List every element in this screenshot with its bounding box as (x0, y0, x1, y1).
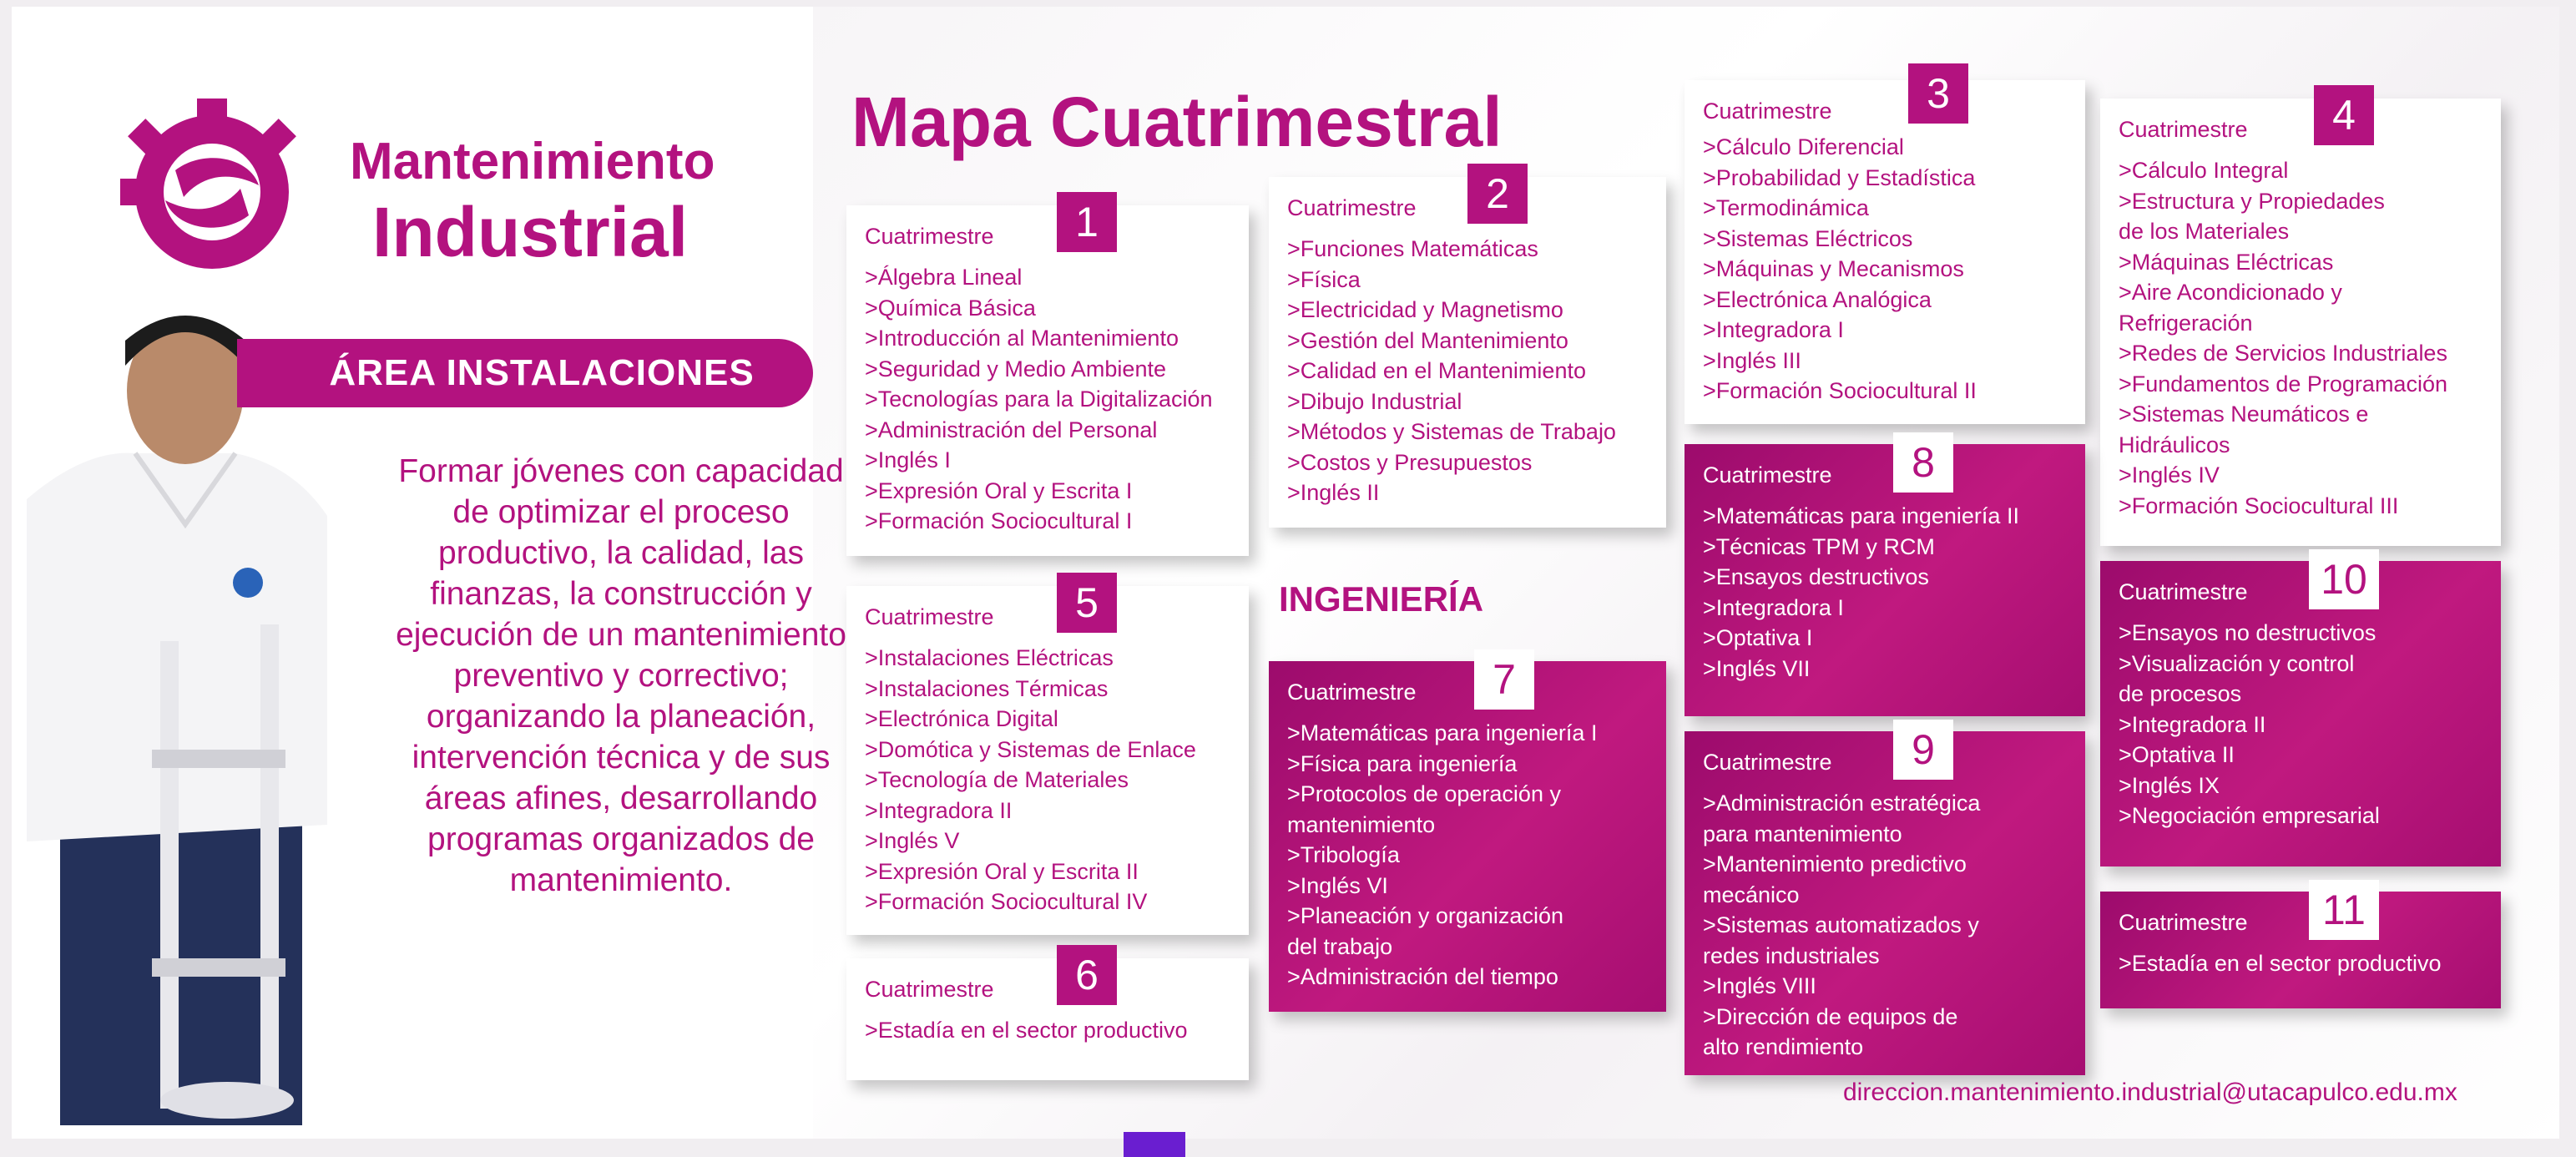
term-number-badge: 6 (1057, 945, 1117, 1005)
term-label: Cuatrimestre (1287, 195, 1417, 220)
term-card-8 (1685, 439, 2085, 716)
brand-title-line1: Mantenimiento (350, 133, 715, 190)
term-label: Cuatrimestre (865, 224, 994, 249)
subject-item: >Matemáticas para ingeniería II (1703, 503, 2019, 528)
subject-item: >Máquinas y Mecanismos (1703, 256, 1964, 281)
subject-list (2119, 618, 2380, 831)
subject-item: >Formación Sociocultural III (2119, 493, 2399, 518)
term-card-11 (2100, 887, 2501, 1008)
subject-list (865, 262, 1213, 537)
subject-item: >Inglés IV (2119, 462, 2220, 488)
subject-item: >Electricidad y Magnetismo (1287, 297, 1563, 322)
term-label: Cuatrimestre (865, 604, 994, 629)
subject-item: >Protocolos de operación y mantenimiento (1287, 781, 1561, 837)
term-card-1 (846, 199, 1249, 556)
term-number-badge: 3 (1908, 63, 1968, 124)
person-photo (27, 307, 344, 1125)
subject-item: >Administración del Personal (865, 417, 1158, 442)
subject-item: >Inglés VIII (1703, 973, 1816, 998)
term-number-badge: 8 (1893, 432, 1953, 493)
subject-item: >Estructura y Propiedades de los Materiales (2119, 188, 2385, 244)
subject-list (1703, 788, 1980, 1063)
term-label: Cuatrimestre (1703, 750, 1832, 775)
subject-item: >Química Básica (865, 295, 1036, 321)
term-number-badge: 5 (1057, 573, 1117, 633)
subject-item: >Calidad en el Mantenimiento (1287, 358, 1586, 383)
term-card-5 (846, 579, 1249, 935)
gear-logo-icon (104, 99, 354, 282)
subject-item: >Ensayos no destructivos (2119, 620, 2376, 645)
subject-item: >Sistemas automatizados y redes industriales (1703, 912, 1979, 968)
subject-item: >Métodos y Sistemas de Trabajo (1287, 419, 1616, 444)
subject-item: >Integradora I (1703, 594, 1844, 620)
subject-item: >Inglés III (1703, 347, 1801, 373)
term-card-6 (846, 952, 1249, 1080)
term-label: Cuatrimestre (2119, 117, 2248, 142)
svg-text:ut: ut (197, 180, 221, 208)
subject-item: >Inglés VI (1287, 872, 1388, 898)
subject-item: >Matemáticas para ingeniería I (1287, 720, 1598, 745)
subject-item: >Tecnologías para la Digitalización (865, 387, 1213, 412)
subject-item: >Integradora I (1703, 317, 1844, 342)
term-card-9 (1685, 726, 2085, 1075)
subject-item: >Funciones Matemáticas (1287, 236, 1538, 261)
subject-item: >Planeación y organización del trabajo (1287, 903, 1563, 959)
subject-list (1287, 234, 1616, 508)
subject-item: >Formación Sociocultural I (865, 508, 1133, 533)
term-number-badge: 2 (1467, 164, 1528, 224)
subject-item: >Tecnología de Materiales (865, 767, 1129, 792)
subject-item: >Estadía en el sector productivo (2119, 951, 2442, 976)
subject-list (865, 1015, 1187, 1046)
subject-item: >Álgebra Lineal (865, 265, 1023, 290)
subject-item: >Instalaciones Eléctricas (865, 645, 1114, 670)
term-number-badge: 7 (1474, 649, 1534, 710)
term-label: Cuatrimestre (1703, 462, 1832, 488)
map-title: Mapa Cuatrimestral (851, 83, 1503, 161)
subject-item: >Optativa II (2119, 742, 2235, 767)
subject-item: >Formación Sociocultural II (1703, 378, 1977, 403)
subject-item: >Electrónica Analógica (1703, 286, 1932, 312)
subject-item: >Dirección de equipos de alto rendimiento (1703, 1003, 1958, 1059)
subject-list (2119, 155, 2447, 521)
subject-item: >Sistemas Eléctricos (1703, 225, 1913, 251)
subject-item: >Introducción al Mantenimiento (865, 326, 1179, 351)
subject-item: >Cálculo Diferencial (1703, 134, 1904, 159)
subject-item: >Probabilidad y Estadística (1703, 164, 1976, 190)
subject-item: >Estadía en el sector productivo (865, 1018, 1188, 1043)
subject-item: >Instalaciones Térmicas (865, 675, 1109, 701)
subject-item: >Fundamentos de Programación (2119, 371, 2447, 397)
term-number-badge: 11 (2309, 880, 2379, 940)
subject-list (2119, 948, 2441, 979)
term-label: Cuatrimestre (865, 977, 994, 1002)
subject-item: >Física (1287, 266, 1361, 292)
subject-item: >Negociación empresarial (2119, 803, 2380, 828)
subject-item: >Aire Acondicionado y Refrigeración (2119, 280, 2342, 336)
subject-item: >Técnicas TPM y RCM (1703, 533, 1935, 559)
brand-title-line2: Industrial (372, 193, 689, 271)
subject-item: >Física para ingeniería (1287, 750, 1518, 776)
term-card-3 (1685, 70, 2085, 424)
term-card-7 (1269, 656, 1666, 1012)
term-label: Cuatrimestre (2119, 579, 2248, 604)
poster (12, 7, 2559, 1139)
subject-item: >Visualización y control de procesos (2119, 650, 2355, 706)
subject-item: >Cálculo Integral (2119, 158, 2289, 183)
subject-item: >Administración estratégica para mantenimiento (1703, 791, 1981, 846)
subject-item: >Inglés IX (2119, 772, 2220, 798)
subject-item: >Gestión del Mantenimiento (1287, 327, 1568, 353)
area-label-banner (237, 339, 813, 407)
term-number-badge: 10 (2309, 549, 2379, 609)
subject-item: >Optativa I (1703, 625, 1813, 650)
term-number-badge: 9 (1893, 720, 1953, 780)
subject-item: >Tribología (1287, 842, 1400, 867)
mission-statement: Formar jóvenes con capacidad de optimizar el proceso productivo, la calidad, las finanzas, la construcción y ejecución de un mantenimiento preventivo y correctivo; organizando la planeación, intervención técnica y de sus áreas afines, desarrollando programas organizados de mantenimiento. (396, 453, 846, 898)
contact-email: direccion.mantenimiento.industrial@utacapulco.edu.mx (1843, 1079, 2457, 1106)
engineering-label: INGENIERÍA (1279, 579, 1484, 619)
subject-item: >Electrónica Digital (865, 706, 1058, 731)
subject-item: >Inglés I (865, 447, 951, 472)
subject-item: >Expresión Oral y Escrita II (865, 858, 1139, 884)
subject-item: >Formación Sociocultural IV (865, 889, 1148, 914)
term-number-badge: 4 (2314, 85, 2374, 145)
subject-item: >Máquinas Eléctricas (2119, 249, 2334, 275)
area-label-text: ÁREA INSTALACIONES (329, 352, 755, 393)
term-card-4 (2100, 92, 2501, 546)
subject-item: >Seguridad y Medio Ambiente (865, 356, 1166, 381)
subject-item: >Sistemas Neumáticos e Hidráulicos (2119, 402, 2369, 457)
subject-item: >Integradora II (865, 797, 1013, 823)
subject-list (865, 643, 1196, 917)
term-number-badge: 1 (1057, 192, 1117, 252)
subject-item: >Mantenimiento predictivo mecánico (1703, 851, 1967, 907)
term-card-2 (1269, 170, 1666, 528)
subject-item: >Inglés V (865, 828, 960, 853)
subject-item: >Redes de Servicios Industriales (2119, 341, 2447, 366)
term-label: Cuatrimestre (1703, 99, 1832, 124)
term-card-10 (2100, 556, 2501, 866)
subject-list (1703, 501, 2019, 684)
subject-item: >Costos y Presupuestos (1287, 449, 1533, 475)
subject-item: >Dibujo Industrial (1287, 388, 1462, 414)
subject-item: >Administración del tiempo (1287, 964, 1558, 989)
subject-item: >Termodinámica (1703, 195, 1869, 220)
subject-item: >Expresión Oral y Escrita I (865, 477, 1133, 503)
subject-item: >Domótica y Sistemas de Enlace (865, 736, 1196, 762)
bottom-tab-marker (1124, 1132, 1185, 1157)
subject-item: >Integradora II (2119, 711, 2266, 737)
subject-item: >Inglés II (1287, 480, 1380, 505)
term-label: Cuatrimestre (2119, 910, 2248, 935)
subject-list (1703, 132, 1977, 407)
term-label: Cuatrimestre (1287, 680, 1417, 705)
subject-list (1287, 718, 1597, 993)
subject-item: >Inglés VII (1703, 655, 1811, 681)
subject-item: >Ensayos destructivos (1703, 564, 1929, 589)
